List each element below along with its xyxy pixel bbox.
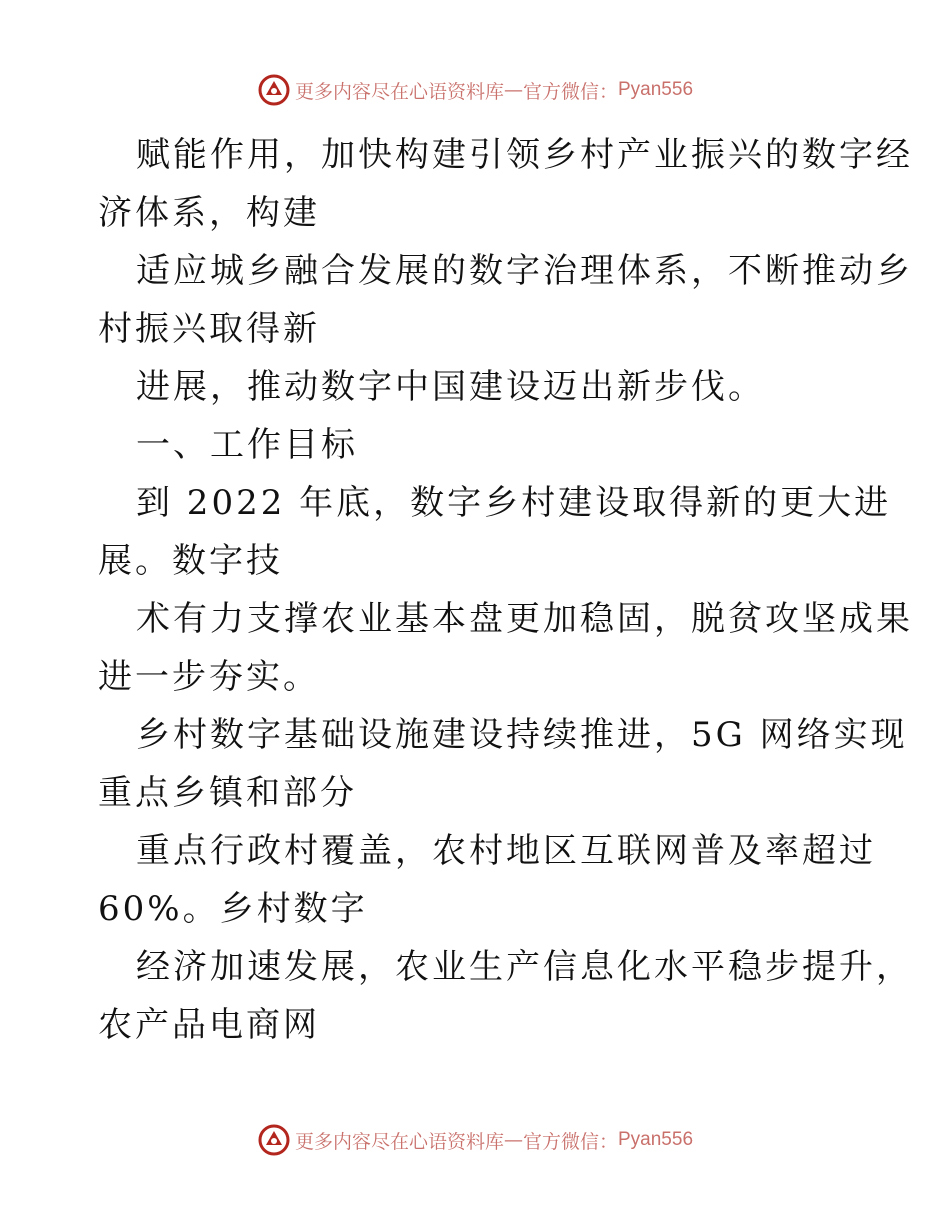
text-line: 农产品电商网: [98, 1005, 320, 1045]
logo-icon: [257, 73, 291, 107]
text-line: 展。数字技: [98, 541, 283, 581]
logo-icon: [257, 1123, 291, 1157]
wechat-id: Pyan556: [618, 1129, 694, 1150]
text-line: 术有力支撑农业基本盘更加稳固，脱贫攻坚成果: [136, 599, 913, 639]
wechat-id: Pyan556: [618, 79, 694, 100]
section-heading: 一、工作目标: [136, 425, 358, 465]
banner-dash: —: [503, 79, 523, 101]
text-line: 经济加速发展，农业生产信息化水平稳步提升，: [136, 947, 913, 987]
text-line: 进一步夯实。: [98, 657, 320, 697]
text-line: 乡村数字基础设施建设持续推进，5G 网络实现: [136, 715, 908, 755]
text-line: 适应城乡融合发展的数字治理体系，不断推动乡: [136, 251, 913, 291]
text-line: 进展，推动数字中国建设迈出新步伐。: [136, 367, 765, 407]
wechat-label: 官方微信：: [522, 1130, 618, 1153]
banner-text: 更多内容尽在心语资料库: [294, 80, 504, 103]
footer-watermark-banner: [0, 1120, 950, 1160]
banner-dash: —: [503, 1129, 523, 1151]
text-line: 60%。乡村数字: [98, 889, 368, 929]
text-line: 到 2022 年底，数字乡村建设取得新的更大进: [136, 483, 892, 523]
text-line: 济体系，构建: [98, 193, 320, 233]
text-line: 赋能作用，加快构建引领乡村产业振兴的数字经: [136, 135, 913, 175]
document-body: [98, 126, 913, 1054]
header-watermark-banner: [0, 70, 950, 110]
banner-text: 更多内容尽在心语资料库: [294, 1130, 504, 1153]
wechat-label: 官方微信：: [522, 80, 618, 103]
text-line: 重点行政村覆盖，农村地区互联网普及率超过: [136, 831, 876, 871]
text-line: 村振兴取得新: [98, 309, 320, 349]
text-line: 重点乡镇和部分: [98, 773, 357, 813]
